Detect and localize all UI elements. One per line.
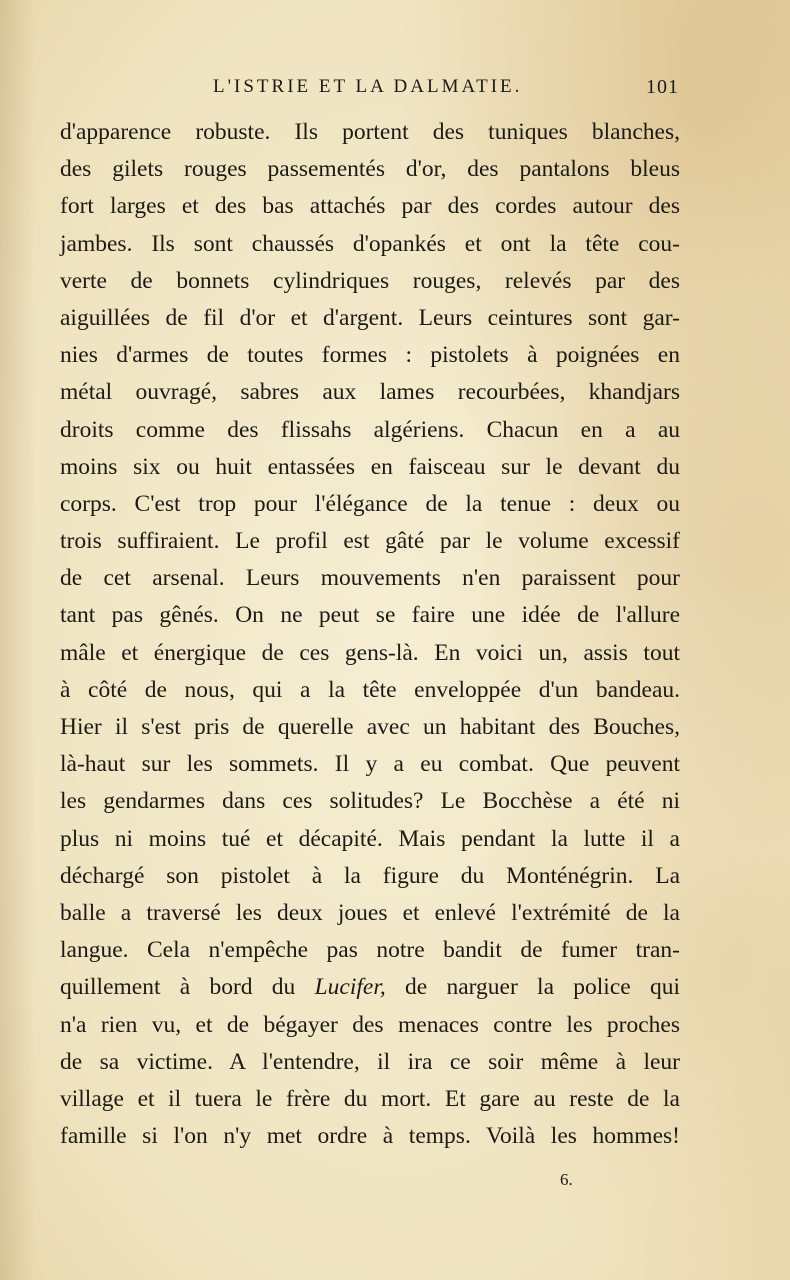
text-line: déchargé son pistolet à la figure du Monténégrin. La	[60, 862, 680, 889]
text-line: balle a traversé les deux joues et enlevé l'extrémité de la	[60, 899, 680, 926]
text-segment: quillement à bord du	[60, 974, 315, 1001]
text-line: n'a rien vu, et de bégayer des menaces contre les proches	[60, 1011, 680, 1038]
text-line: aiguillées de fil d'or et d'argent. Leurs ceintures sont gar-	[60, 304, 680, 331]
text-line: village et il tuera le frère du mort. Et gare au reste de la	[60, 1085, 680, 1112]
text-line: des gilets rouges passementés d'or, des pantalons bleus	[60, 156, 680, 183]
text-line: tant pas gênés. On ne peut se faire une idée de l'allure	[60, 602, 680, 629]
text-line: langue. Cela n'empêche pas notre bandit de fumer tran-	[60, 937, 680, 964]
text-line: nies d'armes de toutes formes : pistolets à poignées en	[60, 342, 680, 369]
text-line: trois suffiraient. Le profil est gâté par le volume excessif	[60, 528, 680, 555]
text-line: droits comme des flissahs algériens. Chacun en a au	[60, 416, 680, 443]
text-line: les gendarmes dans ces solitudes? Le Bocchèse a été ni	[60, 788, 680, 815]
text-line: à côté de nous, qui a la tête enveloppée d'un bandeau.	[60, 676, 680, 703]
running-title: L'ISTRIE ET LA DALMATIE.	[213, 76, 523, 97]
text-line: de cet arsenal. Leurs mouvements n'en paraissent pour	[60, 565, 680, 592]
text-line: là-haut sur les sommets. Il y a eu combat. Que peuvent	[60, 751, 680, 778]
text-line: métal ouvragé, sabres aux lames recourbées, khandjars	[60, 379, 680, 406]
page-number: 101	[646, 76, 679, 98]
text-line: de sa victime. A l'entendre, il ira ce soir même à leur	[60, 1048, 680, 1075]
text-line: fort larges et des bas attachés par des cordes autour des	[60, 193, 680, 220]
text-line: jambes. Ils sont chaussés d'opankés et ont la tête cou-	[60, 230, 680, 257]
signature-mark: 6.	[560, 1170, 573, 1189]
binding-shadow	[0, 0, 36, 1280]
body-text	[60, 114, 680, 1155]
text-line: mâle et énergique de ces gens-là. En voici un, assis tout	[60, 639, 680, 666]
text-line: plus ni moins tué et décapité. Mais pendant la lutte il a	[60, 825, 680, 852]
text-line: famille si l'on n'y met ordre à temps. Voilà les hommes!	[60, 1123, 680, 1150]
text-line: d'apparence robuste. Ils portent des tuniques blanches,	[60, 119, 680, 145]
text-line: corps. C'est trop pour l'élégance de la tenue : deux ou	[60, 490, 680, 517]
text-line: verte de bonnets cylindriques rouges, relevés par des	[60, 267, 680, 294]
ship-name-italic: Lucifer,	[314, 974, 386, 1001]
text-line: moins six ou huit entassées en faisceau sur le devant du	[60, 453, 680, 480]
running-head	[0, 76, 790, 104]
text-line-with-italic	[60, 969, 680, 1006]
text-line: Hier il s'est pris de querelle avec un habitant des Bouches,	[60, 714, 680, 740]
text-segment: de narguer la police qui	[385, 974, 680, 1001]
